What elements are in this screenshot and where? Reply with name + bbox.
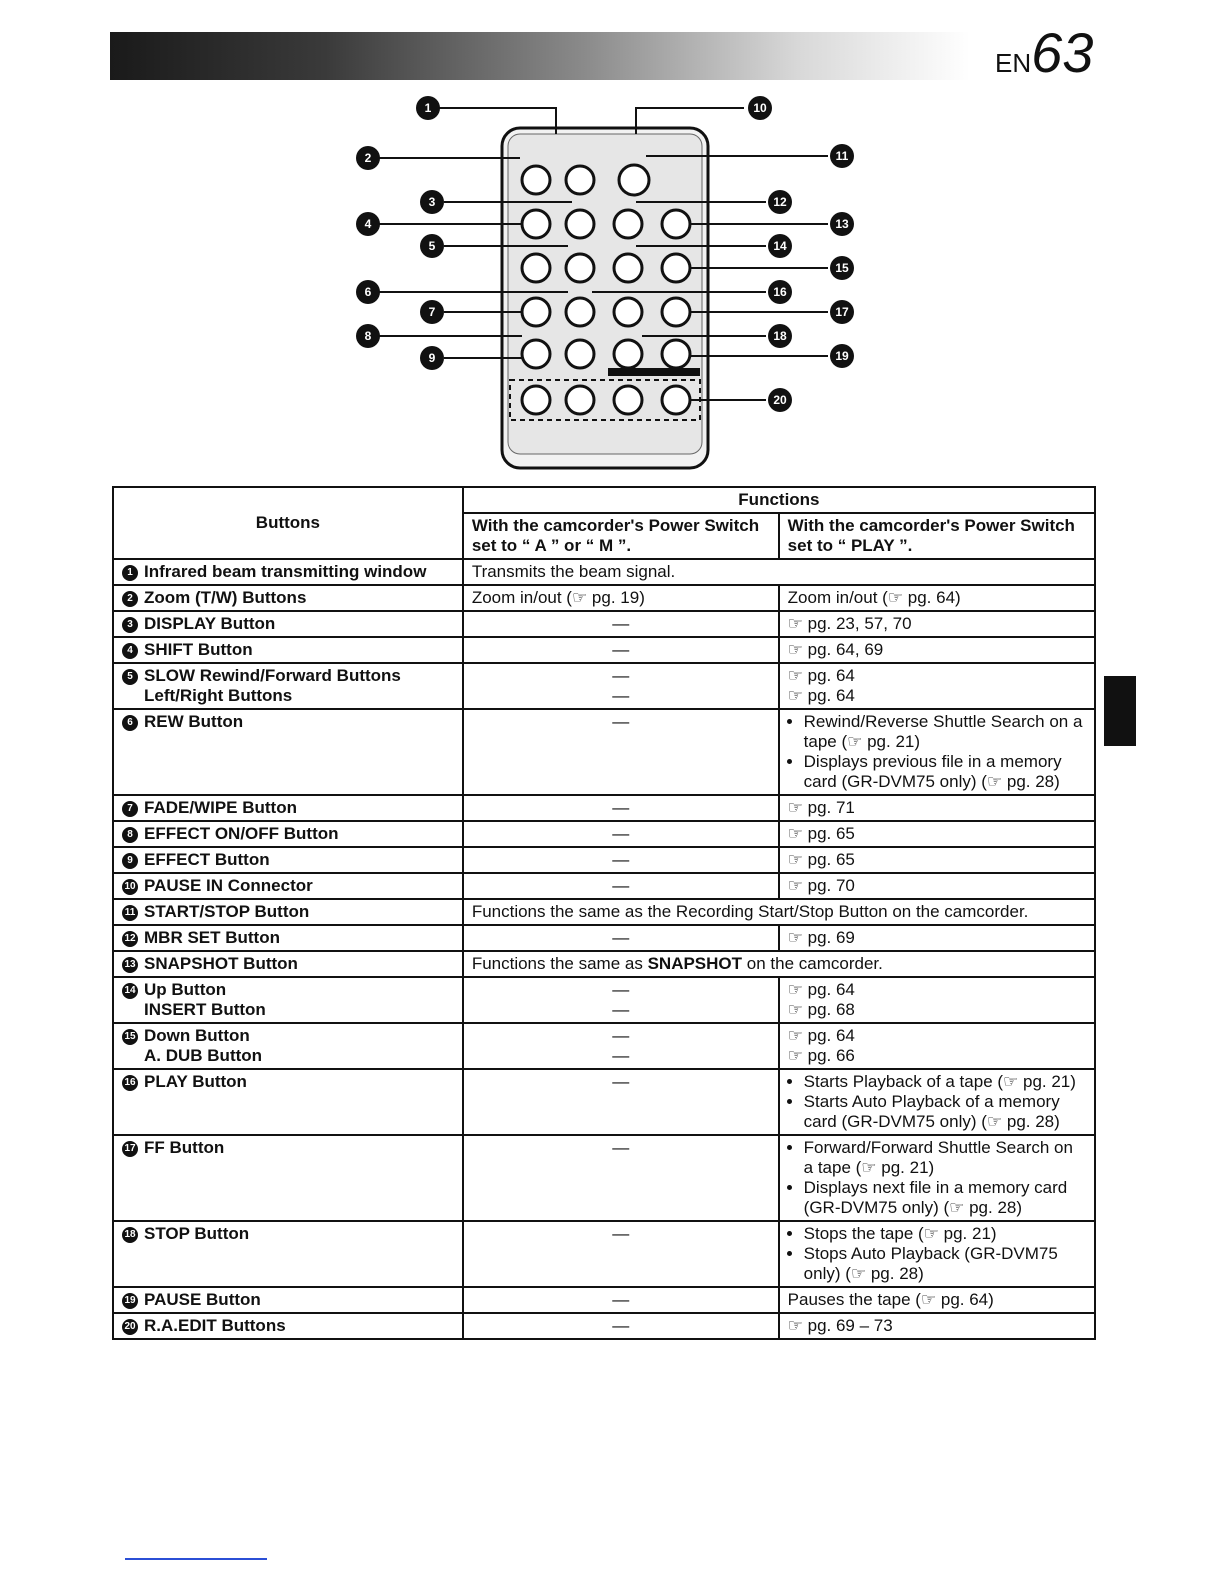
play-function-cell	[779, 709, 1095, 795]
button-name-cell	[113, 611, 463, 637]
play-function-text: ☞ pg. 64	[787, 1026, 855, 1045]
button-name: PAUSE IN Connector	[144, 876, 313, 895]
number-badge: 9	[122, 853, 138, 869]
button-name-cell	[113, 951, 463, 977]
table-row	[113, 1069, 1095, 1135]
play-function-cell	[779, 821, 1095, 847]
play-function-text: Zoom in/out (☞ pg. 64)	[787, 588, 961, 607]
button-name: REW Button	[144, 712, 244, 731]
rec-function-text: —	[612, 1000, 630, 1019]
play-function-bullet: • Displays next file in a memory card (GR-DVM75 only) (☞ pg. 28)	[804, 1178, 1086, 1218]
number-badge: 12	[122, 931, 138, 947]
rec-function-cell	[463, 1313, 779, 1339]
rec-function-text: —	[612, 1316, 630, 1335]
rec-function-cell	[463, 1221, 779, 1287]
play-function-cell	[779, 977, 1095, 1023]
button-name: PAUSE Button	[144, 1290, 261, 1309]
button-name-cell	[113, 873, 463, 899]
remote-control-diagram	[340, 84, 860, 474]
button-name: SHIFT Button	[144, 640, 253, 659]
rec-function-text: —	[612, 798, 630, 817]
rec-function-text: —	[612, 640, 630, 659]
functions-table	[112, 486, 1096, 1340]
callout-7: 7	[428, 305, 436, 319]
play-function-cell	[779, 1313, 1095, 1339]
shared-function-cell: Functions the same as the Recording Start/Stop Button on the camcorder.	[463, 899, 1095, 925]
button-name: FF Button	[144, 1138, 225, 1157]
play-function-text: ☞ pg. 64, 69	[787, 640, 884, 659]
shared-function-cell	[463, 951, 1095, 977]
callout-9: 9	[428, 351, 436, 365]
button-name-secondary: INSERT Button	[144, 1000, 266, 1019]
play-function-text: ☞ pg. 23, 57, 70	[787, 614, 912, 633]
button-name-cell	[113, 899, 463, 925]
button-name-cell	[113, 663, 463, 709]
button-name: FADE/WIPE Button	[144, 798, 297, 817]
number-badge: 8	[122, 827, 138, 843]
button-name: MBR SET Button	[144, 928, 280, 947]
play-function-cell	[779, 637, 1095, 663]
rec-function-text: —	[612, 824, 630, 843]
play-function-text: ☞ pg. 64	[787, 686, 855, 705]
button-name-cell	[113, 847, 463, 873]
shared-function-text: on the camcorder.	[742, 954, 883, 973]
header-bar	[110, 32, 970, 80]
play-function-cell	[779, 585, 1095, 611]
button-name: Down Button	[144, 1026, 250, 1045]
play-function-bullet: • Starts Auto Playback of a memory card (GR-DVM75 only) (☞ pg. 28)	[804, 1092, 1086, 1132]
play-function-cell	[779, 663, 1095, 709]
play-function-bullet: • Rewind/Reverse Shuttle Search on a tape (☞ pg. 21)	[804, 712, 1086, 752]
callout-3: 3	[428, 195, 436, 209]
button-name: PLAY Button	[144, 1072, 247, 1091]
table-row	[113, 1287, 1095, 1313]
button-name: Up Button	[144, 980, 227, 999]
button-name-secondary: A. DUB Button	[144, 1046, 263, 1065]
callout-8: 8	[364, 329, 372, 343]
callout-18: 18	[773, 329, 787, 343]
button-name-secondary: Left/Right Buttons	[144, 686, 293, 705]
button-name: R.A.EDIT Buttons	[144, 1316, 286, 1335]
play-function-cell	[779, 925, 1095, 951]
play-function-cell	[779, 1023, 1095, 1069]
table-row	[113, 559, 1095, 585]
rec-function-text: —	[612, 850, 630, 869]
play-function-cell	[779, 847, 1095, 873]
rec-function-cell	[463, 847, 779, 873]
number-badge: 7	[122, 801, 138, 817]
callout-12: 12	[773, 195, 787, 209]
number-badge: 20	[122, 1319, 138, 1335]
table-row	[113, 925, 1095, 951]
callout-4: 4	[364, 217, 372, 231]
play-function-text: ☞ pg. 68	[787, 1000, 855, 1019]
rec-function-text: —	[612, 1224, 630, 1243]
section-tab	[1104, 676, 1136, 746]
play-function-cell	[779, 1221, 1095, 1287]
rec-function-cell	[463, 709, 779, 795]
play-function-text: ☞ pg. 66	[787, 1046, 855, 1065]
page-number: EN63	[995, 21, 1094, 84]
shared-function-text: Functions the same as	[471, 954, 648, 973]
callout-5: 5	[428, 239, 436, 253]
button-name-cell	[113, 585, 463, 611]
play-function-text: Pauses the tape (☞ pg. 64)	[787, 1290, 994, 1309]
play-function-text: ☞ pg. 64	[787, 666, 855, 685]
buttons-header: Buttons	[113, 487, 463, 559]
functions-header: Functions	[463, 487, 1095, 513]
button-name: SLOW Rewind/Forward Buttons	[144, 666, 401, 685]
table-row	[113, 1313, 1095, 1339]
number-badge: 4	[122, 643, 138, 659]
rec-function-cell	[463, 585, 779, 611]
button-name-cell	[113, 1023, 463, 1069]
shared-function-text: SNAPSHOT	[647, 954, 743, 973]
play-function-text: ☞ pg. 64	[787, 980, 855, 999]
play-function-cell	[779, 1135, 1095, 1221]
rec-function-cell	[463, 1135, 779, 1221]
play-function-bullet: • Stops the tape (☞ pg. 21)	[804, 1224, 1086, 1244]
play-function-bullet: • Starts Playback of a tape (☞ pg. 21)	[804, 1072, 1086, 1092]
rec-function-text: —	[612, 614, 630, 633]
rec-function-text: —	[612, 666, 630, 685]
button-name-cell	[113, 709, 463, 795]
button-name-cell	[113, 821, 463, 847]
number-badge: 6	[122, 715, 138, 731]
button-name-cell	[113, 977, 463, 1023]
rec-function-cell	[463, 977, 779, 1023]
play-function-cell	[779, 795, 1095, 821]
callout-16: 16	[773, 285, 787, 299]
callout-6: 6	[364, 285, 372, 299]
button-name-cell	[113, 1287, 463, 1313]
number-badge: 2	[122, 591, 138, 607]
rec-function-text: —	[612, 928, 630, 947]
rec-function-text: —	[612, 1290, 630, 1309]
play-function-text: ☞ pg. 65	[787, 850, 855, 869]
rec-function-cell	[463, 611, 779, 637]
table-row	[113, 821, 1095, 847]
callout-1: 1	[424, 101, 432, 115]
table-row	[113, 1135, 1095, 1221]
rec-function-text: —	[612, 686, 630, 705]
rec-function-text: —	[612, 1026, 630, 1045]
rec-function-text: —	[612, 876, 630, 895]
callout-11: 11	[835, 149, 849, 163]
rec-function-text: —	[612, 1046, 630, 1065]
number-badge: 16	[122, 1075, 138, 1091]
rec-function-text: —	[612, 1138, 630, 1157]
button-name: EFFECT ON/OFF Button	[144, 824, 339, 843]
button-name: Infrared beam transmitting window	[144, 562, 427, 581]
button-name: DISPLAY Button	[144, 614, 276, 633]
rec-function-cell	[463, 1287, 779, 1313]
play-function-text: ☞ pg. 70	[787, 876, 855, 895]
table-row	[113, 663, 1095, 709]
rec-function-cell	[463, 873, 779, 899]
button-name: SNAPSHOT Button	[144, 954, 298, 973]
button-name-cell	[113, 925, 463, 951]
callout-19: 19	[835, 349, 849, 363]
rec-function-cell	[463, 795, 779, 821]
play-function-bullet: • Stops Auto Playback (GR-DVM75 only) (☞ pg. 28)	[804, 1244, 1086, 1284]
button-name-cell	[113, 637, 463, 663]
button-name-cell	[113, 1135, 463, 1221]
callout-10: 10	[753, 101, 767, 115]
table-row	[113, 637, 1095, 663]
number-badge: 17	[122, 1141, 138, 1157]
play-function-bullet: • Displays previous file in a memory card (GR-DVM75 only) (☞ pg. 28)	[804, 752, 1086, 792]
table-row	[113, 873, 1095, 899]
rec-mode-header: With the camcorder's Power Switch set to “ A ” or “ M ”.	[463, 513, 779, 559]
number-badge: 15	[122, 1029, 138, 1045]
play-function-cell	[779, 873, 1095, 899]
table-body	[113, 559, 1095, 1339]
play-function-text: ☞ pg. 69 – 73	[787, 1316, 893, 1335]
play-function-cell	[779, 611, 1095, 637]
table-row	[113, 611, 1095, 637]
rec-function-text: —	[612, 712, 630, 731]
play-function-cell	[779, 1287, 1095, 1313]
rec-function-text: —	[612, 980, 630, 999]
button-name: STOP Button	[144, 1224, 250, 1243]
play-function-text: ☞ pg. 65	[787, 824, 855, 843]
table-row	[113, 899, 1095, 925]
rec-function-cell	[463, 821, 779, 847]
play-function-cell	[779, 1069, 1095, 1135]
rec-function-cell	[463, 1069, 779, 1135]
number-badge: 19	[122, 1293, 138, 1309]
play-function-text: ☞ pg. 71	[787, 798, 855, 817]
rec-function-cell	[463, 663, 779, 709]
table-row	[113, 847, 1095, 873]
callout-2: 2	[364, 151, 372, 165]
table-row	[113, 795, 1095, 821]
play-mode-header: With the camcorder's Power Switch set to “ PLAY ”.	[779, 513, 1095, 559]
rec-function-cell	[463, 925, 779, 951]
play-function-text: ☞ pg. 69	[787, 928, 855, 947]
table-row	[113, 977, 1095, 1023]
number-badge: 5	[122, 669, 138, 685]
callout-13: 13	[835, 217, 849, 231]
table-row	[113, 951, 1095, 977]
rec-function-text: Zoom in/out (☞ pg. 19)	[471, 588, 645, 607]
table-row	[113, 585, 1095, 611]
callout-14: 14	[773, 239, 787, 253]
number-badge: 1	[122, 565, 138, 581]
button-name: START/STOP Button	[144, 902, 310, 921]
button-name-cell	[113, 795, 463, 821]
button-name-cell	[113, 559, 463, 585]
table-row	[113, 709, 1095, 795]
button-name-cell	[113, 1221, 463, 1287]
rec-function-cell	[463, 1023, 779, 1069]
callout-20: 20	[773, 393, 787, 407]
button-name: Zoom (T/W) Buttons	[144, 588, 307, 607]
number-badge: 11	[122, 905, 138, 921]
button-name-cell	[113, 1069, 463, 1135]
play-function-bullet: • Forward/Forward Shuttle Search on a tape (☞ pg. 21)	[804, 1138, 1086, 1178]
table-row	[113, 1221, 1095, 1287]
button-name: EFFECT Button	[144, 850, 270, 869]
shared-function-cell: Transmits the beam signal.	[463, 559, 1095, 585]
number-badge: 3	[122, 617, 138, 633]
rec-function-text: —	[612, 1072, 630, 1091]
rec-function-cell	[463, 637, 779, 663]
number-badge: 13	[122, 957, 138, 973]
callout-15: 15	[835, 261, 849, 275]
button-name-cell	[113, 1313, 463, 1339]
table-row	[113, 1023, 1095, 1069]
number-badge: 14	[122, 983, 138, 999]
number-badge: 10	[122, 879, 138, 895]
footer-rule	[125, 1558, 267, 1560]
callout-17: 17	[835, 305, 849, 319]
number-badge: 18	[122, 1227, 138, 1243]
